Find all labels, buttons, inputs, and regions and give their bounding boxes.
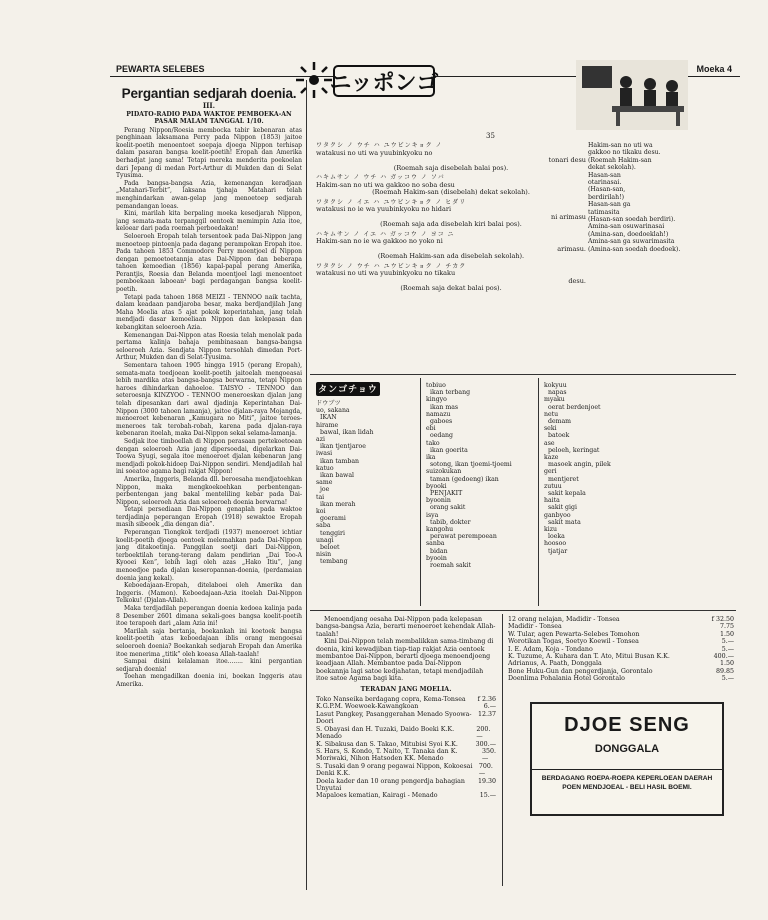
vocab-meaning: tembang bbox=[320, 558, 348, 566]
lesson-page-number: 35 bbox=[486, 132, 495, 140]
lesson-line: otarinasai. bbox=[588, 179, 622, 187]
vocab-japanese: same bbox=[316, 479, 333, 487]
lesson-romaji: Hakim-san no ie wa gakkoo no yoko ni bbox=[316, 237, 443, 245]
vocab-meaning: sotong, ikan tjoemi-tjoemi bbox=[430, 461, 512, 469]
vocab-entry bbox=[426, 555, 534, 562]
donation-row bbox=[316, 741, 496, 748]
vocab-entry bbox=[426, 411, 534, 418]
vocab-japanese: byooki bbox=[426, 482, 447, 490]
vocabulary-column-3 bbox=[544, 382, 664, 555]
vocab-meaning: tenggiri bbox=[320, 529, 345, 537]
donor-name: Mapaloes kematian, Kairagi - Menado bbox=[316, 792, 438, 800]
vocab-entry bbox=[316, 537, 416, 544]
lesson-line: Hakim-san no uti wa bbox=[588, 142, 653, 149]
vocab-meaning: joe bbox=[320, 486, 330, 494]
donor-name: W. Tular, agen Pewarta-Selebes Tomohon bbox=[508, 630, 640, 638]
donor-name: Doenlima Pohalania Hotel Gorontalo bbox=[508, 675, 625, 683]
donation-row bbox=[508, 638, 734, 645]
article-paragraph: Peperangan Tiongkok terdjadi (1937) menoeroet ichtiar koelit-poetih djoega oentoek melemahkan pada Dai-Nippon jang ditakoetinja. Panggilan soetji dari Dai-Nippon, terboektilah terang-terang dalam pendirian „Dai Too-A Kyooei Ken”, lebih lagi oleh azas „Hako Itiu”, jang menoedjoe pada djalan keserоpannan-doenia, (perdamaian doenia jang kekal). bbox=[116, 529, 302, 582]
donation-amount: 19.30 bbox=[477, 777, 496, 785]
vocab-meaning: oerat berdenjoet bbox=[548, 403, 601, 411]
lesson-romaji-cont: arimasu. bbox=[557, 244, 586, 253]
article-subtitle: PIDATO-RADIO PADA WAKTOE PEMBOEKA-AN PASAR MALAM TANGGAL 1/10. bbox=[126, 110, 292, 125]
lesson-romaji: watakusi no ie wa yuubinkyoku no hidari bbox=[316, 205, 452, 213]
article-paragraph: Perang Nippon/Roesia membocka tabir kebenaran atas penghinaan laksamana Perry pada Nippon (1853) jaitoe koelit-poetih menoentoet soepaja djoega Nippon terhisap dalam pasaran bangsa koelit-poetih! Eropah dan Amerika berhadjat jang sama! Tetapi mereka menderita poekoelan dari Jepang di medan Port-Arthur di Mukden dan di Selat Tyusima. bbox=[116, 126, 302, 180]
vocab-meaning: sakit kepala bbox=[548, 490, 586, 498]
vocab-meaning: taman (gedoeng) ikan bbox=[430, 475, 499, 483]
donation-amount: 300.— bbox=[475, 740, 496, 748]
donation-row bbox=[508, 653, 734, 660]
donation-row bbox=[508, 668, 734, 675]
section-rule bbox=[310, 374, 736, 375]
donation-amount: 200.— bbox=[476, 725, 491, 741]
article-paragraph: Marilah saja bertanja, boekankah ini koetoek bangsa koelit-poetih atas keboedajaan iblis orang mengoesai seloeroeh doenia? Boekankah sedjarah Eropah dan Amerika itoe menerima „titik” oleh koeasa Allah-taalah! bbox=[116, 627, 302, 658]
newspaper-page bbox=[110, 38, 740, 898]
vocab-entry bbox=[426, 483, 534, 490]
donation-column-2 bbox=[508, 616, 734, 683]
ad-tagline: BERDAGANG ROEPA-ROEPA KEPERLOEAN DAERAH POEN MENDJOEAL - BELI HASIL BOEMI. bbox=[532, 769, 722, 792]
advertisement-djoe-seng bbox=[530, 702, 724, 816]
donation-row bbox=[508, 616, 734, 623]
lesson-translation: (Roemah saja disebelah balai pos). bbox=[393, 163, 509, 172]
donation-row bbox=[508, 675, 734, 682]
article-paragraph: Seloeroeh Eropah telah tersentoek pada Dai-Nippon jang menoetoep pintoenja pada dagang perampokan Eropah itoe. Pada tahoen 1853 Commodore Perry moentjoel di Nippon dengan pemoetoetannja atas Dai-Nippon dan beberapa tahoen kemoedian (1856) kapal-papal perang Amerika, Perantjis, Roesia dan Belanda moentjoel lagi menoentoet pemboekaan laboean² bagi perdagangan bangsa koelit-poetih. bbox=[116, 232, 302, 294]
vocab-japanese: azi bbox=[316, 436, 325, 444]
donation-amount: 89.85 bbox=[715, 667, 734, 675]
vocab-entry bbox=[426, 468, 534, 475]
vocabulary-column-1 bbox=[316, 400, 416, 566]
vocab-entry bbox=[426, 440, 534, 447]
donor-name: S. Obayasi dan H. Tuzaki, Daido Boeki K.K. Menado bbox=[316, 725, 455, 741]
article-column bbox=[116, 86, 302, 886]
article-paragraph: Keboedajaan-Eropah, ditelaboei oleh Amerika dan Inggeris. (Mamon). Keboedajaan-Azia itoelah Dai-Nippon Telkoku! (Djalan-Allah). bbox=[116, 582, 302, 605]
lesson-line: (Hasan-san, bbox=[588, 186, 626, 194]
vocab-meaning: batoek bbox=[548, 432, 570, 440]
vocab-meaning: ikan tjentjaroe bbox=[320, 443, 366, 451]
vocab-meaning: ikan merah bbox=[320, 500, 356, 508]
vocab-meaning: mentjeret bbox=[548, 475, 579, 483]
donor-name: Lasut Pangkey, Pasanggerahan Menado Syoowa-Doori bbox=[316, 710, 472, 726]
vocab-meaning: gaboes bbox=[430, 418, 453, 426]
donation-column bbox=[316, 616, 496, 800]
donation-amount: 400.— bbox=[713, 653, 734, 661]
donor-name: Adrianus, A. Paath, Donggala bbox=[508, 660, 602, 668]
donor-name: Madidir - Tonsea bbox=[508, 623, 562, 631]
vocab-meaning: ikan bawal bbox=[320, 472, 354, 480]
vocab-japanese: myaku bbox=[544, 396, 565, 404]
donation-intro: Menoendjang oesaha Dai-Nippon pada kelepasan bangsa-bangsa Azia, berarti menoeroet kehendak Allah-taalah! bbox=[316, 616, 496, 638]
lesson-line: (Amina-san, doedoeklah!) bbox=[588, 230, 669, 238]
vocab-meaning: tabib, dokter bbox=[430, 518, 471, 526]
vocab-meaning: ikan terbang bbox=[430, 389, 471, 397]
classroom-illustration bbox=[576, 60, 688, 130]
donation-row bbox=[508, 646, 734, 653]
vocab-entry bbox=[544, 440, 664, 447]
article-paragraph: Pada bangsa-bangsa Azia, kemenangan keradjaan „Matahari-Terbit”, laksana tjahaja Matahari telah menghindarkan awan-gelap jang menoetoep sedjarah pemandangan loeas. bbox=[116, 179, 302, 210]
ad-name: DJOE SENG bbox=[564, 714, 690, 736]
donation-row bbox=[316, 748, 496, 763]
donor-name: K. Tuzume, A. Kuhara dan T. Ato, Mitui Busan K.K. bbox=[508, 653, 670, 661]
article-paragraph: Tetapi persediaan Dai-Nippon genaplah pada waktoe terdjadinja peperangan Eropah (1918) sewaktoe Eropah masih sibeoek „dia dengan dia”. bbox=[116, 506, 302, 529]
article-paragraph: Kini, marilah kita berpaling moeka kesedjarah Nippon, jang semata-mata terpanggil oentoek memimpin Azia itoe, keloear dari pada roemah perboedakan! bbox=[116, 210, 302, 233]
article-paragraph: Kemenangan Dai-Nippon atas Roesia telah menolak pada pertama kalinja bahaja pembinasaan bangsa-bangsa seloeroeh Azia. Sendjata Nippon tersohlah dimedan Port-Arthur, Mukden dan di Selat-Tyusima. bbox=[116, 331, 302, 362]
donation-amount: 1.50 bbox=[719, 630, 734, 638]
vocab-meaning: beloet bbox=[320, 544, 340, 552]
donation-amount: 5.— bbox=[721, 645, 734, 653]
vocab-japanese: ganbyoo bbox=[544, 511, 571, 519]
ad-place: DONGGALA bbox=[594, 743, 660, 755]
donation-row bbox=[508, 631, 734, 638]
article-title: Pergantian sedjarah doenia. bbox=[121, 86, 297, 101]
lesson-text-right bbox=[588, 142, 698, 352]
vocab-japanese: saba bbox=[316, 522, 331, 530]
donation-amount: 700.— bbox=[478, 762, 493, 778]
vocab-meaning: IKAN bbox=[320, 414, 337, 422]
lesson-romaji: Hakim-san no uti wa gakkoo no soba desu bbox=[316, 180, 455, 189]
vocab-japanese: ebi bbox=[426, 425, 436, 433]
lesson-translation: (Roemah Hakim-san ada disebelah sekolah). bbox=[377, 252, 525, 260]
lesson-kana: ワタクシ ノ ウチ ハ ユウビンキョク ノ チカク bbox=[316, 262, 467, 270]
vocab-meaning: napas bbox=[548, 389, 567, 397]
vocab-japanese: namazu bbox=[426, 410, 451, 418]
article-part: III. bbox=[202, 101, 216, 110]
page-number-label: Moeka 4 bbox=[696, 64, 732, 74]
donation-row bbox=[316, 711, 496, 726]
vocab-entry bbox=[426, 497, 534, 504]
donation-amount: 7.75 bbox=[719, 623, 734, 631]
vocab-japanese: kingyo bbox=[426, 396, 447, 404]
vocab-japanese: suizokukan bbox=[426, 468, 462, 476]
vocab-japanese: geri bbox=[544, 468, 557, 476]
lesson-kana: ハキムサン ノ ウチ ハ ガッコウ ノ ソバ bbox=[316, 174, 445, 181]
vocab-meaning: oedang bbox=[430, 432, 453, 440]
donation-heading: TERADAN JANG MOELIA. bbox=[360, 685, 452, 693]
vocab-japanese: byooin bbox=[426, 554, 447, 562]
donor-name: Worotikan Togas, Soetyo Koewil - Tonsea bbox=[508, 638, 639, 646]
vocab-japanese: uo, sakana bbox=[316, 407, 350, 415]
vocab-japanese: ika bbox=[426, 454, 436, 462]
vocab-meaning: loeka bbox=[548, 533, 565, 541]
vocab-entry bbox=[544, 526, 664, 533]
donation-amount: 350.— bbox=[481, 747, 496, 763]
article-body bbox=[116, 127, 302, 689]
vocab-entry bbox=[316, 508, 416, 515]
donor-name: Toko Nanseika berdagang copra, Kema-Tonsea bbox=[316, 696, 466, 704]
lesson-kana: ワタクシ ノ ウチ ハ ユウビンキョク ノ bbox=[316, 142, 443, 149]
vocab-entry bbox=[544, 497, 664, 504]
article-paragraph: Sedjak itoe timboellah di Nippon perasaan pertekoetoean dengan seloeroeh Azia jang dipersoedai, digelarkan Dai-Toowa Syugi, segala itoe menoeroet djalan kebenaran jang mendjadi pokok-hidoep Dai-Nippon sendiri. Mendjadilah hal ini soeatoe agama bagi rakjat Nippon! bbox=[116, 437, 302, 476]
vocab-japanese: hoosoo bbox=[544, 540, 567, 548]
vocab-meaning: masoek angin, pilek bbox=[548, 461, 611, 469]
column-rule bbox=[420, 378, 421, 606]
lesson-text bbox=[316, 142, 586, 374]
lesson-translation: (Roemah saja ada disebelah kiri balai pos). bbox=[380, 220, 522, 228]
article-paragraph: Tetapi pada tahoen 1868 MEIZI - TENNOO naik tachta, dalam keadaan pandjaroba besar, maka berdjandjilah Jang Maha Moelia atas 5 ajat pokok keperintahan, jang telah mendjadi dasar kemoeliaan Nippon dan kelepasan dan kebangkitan seloeroeh Azia. bbox=[116, 293, 302, 332]
vocab-entry bbox=[426, 540, 534, 547]
donation-amount: 1.50 bbox=[719, 660, 734, 668]
vocab-japanese: isya bbox=[426, 511, 439, 519]
donation-amount: 15.— bbox=[479, 792, 496, 800]
vocab-meaning: demam bbox=[548, 418, 572, 426]
masthead: PEWARTA SELEBES bbox=[116, 64, 205, 74]
vocab-japanese: haita bbox=[544, 497, 560, 505]
column-rule bbox=[538, 378, 539, 606]
lesson-line: (Hasan-san soedah berdiri). bbox=[588, 216, 676, 224]
lesson-romaji-cont: ni arimasu bbox=[551, 212, 586, 221]
donation-amount: 5.— bbox=[721, 675, 734, 683]
vocab-japanese: unagi bbox=[316, 536, 334, 544]
vocab-entry bbox=[316, 422, 416, 429]
lesson-line: Amina-san ga suwarimasita bbox=[588, 238, 675, 246]
lesson-translation: (Roemah saja dekat balai pos). bbox=[400, 284, 502, 292]
vocab-meaning: PENJAKIT bbox=[430, 490, 463, 498]
article-paragraph: Sampai disini kelalaman itoe........ kini pergantian sedjarah doenia! bbox=[116, 658, 302, 673]
donor-name: K.G.P.M. Woewoek-Kawangkoan bbox=[316, 703, 419, 711]
vocab-entry bbox=[426, 526, 534, 533]
lesson-kana: ワタクシ ノ イエ ハ ユウビンキョク ノ ヒダリ bbox=[316, 198, 467, 206]
vocab-japanese: byoonin bbox=[426, 497, 451, 505]
vocab-entry bbox=[544, 411, 664, 418]
vocab-entry bbox=[316, 479, 416, 486]
donor-name: S. Tusaki dan 9 orang pegawai Nippon, Kokoesai Denki K.K. bbox=[316, 762, 473, 778]
lesson-romaji-cont: tonari desu bbox=[548, 156, 586, 164]
donation-amount: 12.37 bbox=[477, 710, 496, 718]
vocab-meaning: orang sakit bbox=[430, 504, 466, 512]
vocab-meaning: peloeh, keringat bbox=[548, 446, 600, 454]
vocab-meaning: ikan goerita bbox=[430, 446, 468, 454]
vocab-japanese: hirame bbox=[316, 421, 339, 429]
vocab-entry bbox=[316, 465, 416, 472]
vocab-entry bbox=[316, 407, 416, 414]
donor-name: K. Sibakusa dan S. Takao, Mitubisi Syoi K.K. bbox=[316, 740, 458, 748]
vocab-entry bbox=[316, 551, 416, 558]
donor-name: 12 orang nelajan, Madidir - Tonsea bbox=[508, 616, 620, 623]
lesson-line: Hasan-san ga bbox=[588, 201, 631, 209]
vocab-entry bbox=[316, 436, 416, 443]
vocab-meaning: bidan bbox=[430, 547, 448, 555]
article-paragraph: Maka terdjadilah peperangan doenia kedoea kalinja pada 8 Desember 2601 dimana sekali-goes bangsa koelit-poetih itoe terapoeh dari „alam Azia ini! bbox=[116, 605, 302, 628]
vocab-japanese: kangohu bbox=[426, 526, 454, 534]
lesson-line: gakkoo no tikaku desu. bbox=[588, 149, 661, 157]
donation-amount: f 2.36 bbox=[477, 696, 496, 704]
column-rule bbox=[502, 614, 503, 886]
vocab-meaning: goerami bbox=[320, 515, 346, 523]
vocab-entry bbox=[544, 396, 664, 403]
vocab-japanese: zutuu bbox=[544, 482, 562, 490]
lesson-line: berdirilah!) bbox=[588, 193, 625, 201]
nippongo-banner bbox=[286, 46, 446, 116]
vocab-japanese: katuo bbox=[316, 464, 334, 472]
vocab-entry bbox=[316, 494, 416, 501]
vocab-entry bbox=[316, 400, 416, 407]
vocab-meaning: tjatjar bbox=[548, 547, 568, 555]
vocab-japanese: sanba bbox=[426, 540, 445, 548]
vocab-japanese: tai bbox=[316, 493, 325, 501]
vocab-japanese: tobiuo bbox=[426, 382, 446, 389]
donor-name: S. Hars, S. Kondo, T. Naito, T. Tanaka dan K. Moriwaki, Nihon Hatsoden KK. Menado bbox=[316, 747, 458, 763]
lesson-romaji-cont: desu. bbox=[568, 276, 586, 285]
vocab-meaning: sakit gigi bbox=[548, 504, 577, 512]
vocab-entry bbox=[426, 396, 534, 403]
vocab-entry bbox=[544, 540, 664, 547]
donation-intro-2: Kini Dai-Nippon telah membalikkan sama-timbang di doenia, kini kewadjiban tiap-tiap rakjat Azia oentoek membantoe Dai-Nippon, berarti djoega menoendjoeng keadjaan Allah. Membantoe pada Dai-Nippon boekannja lagi satoe kedjahatan, tetapi mendjadilah itoe satoe Agama bagi kita. bbox=[316, 638, 494, 683]
vocabulary-title: タンゴチョウ bbox=[316, 382, 380, 396]
vocab-japanese: koi bbox=[316, 508, 326, 516]
vocab-japanese: ドウブツ bbox=[316, 400, 341, 407]
donation-amount: f 32.50 bbox=[711, 616, 734, 623]
article-paragraph: Sementara tahoen 1905 hingga 1915 (perang Eropah), semata-mata toedjoean koelit-poetih jaitoelah mengoeasai lebih mardika atas bangsa-bangsa berwarna, tetapi Nippon harоes dihindarkan dahoeloe. TAISYO - TENNOO dan seteroesnja KINZYOO - TENNOO meneroeskan djalan jang telah dipesankan dari awal djadinja Keperintahan Dai-Nippon (3000 tahoen lamanja), jaitoe djalan-raya Mojangda, menoeroet kebenaran „Kamugara no Miti”, jaitoe teroes-meneroes tak terobah-robah, karena pada djalan-raya kebenaran itoelah, maka Dai-Nippon sekal selama-lamanja. bbox=[116, 362, 302, 438]
donation-row bbox=[316, 696, 496, 703]
vocab-meaning: bawal, ikan lidah bbox=[320, 428, 374, 436]
banner-text: ニッポンゴ bbox=[329, 71, 439, 96]
vocab-entry bbox=[544, 512, 664, 519]
vocab-entry bbox=[426, 454, 534, 461]
vocab-entry bbox=[426, 382, 534, 389]
donation-row bbox=[508, 660, 734, 667]
vocab-entry bbox=[544, 468, 664, 475]
donation-row bbox=[316, 763, 496, 778]
vocab-entry bbox=[544, 483, 664, 490]
section-rule bbox=[310, 610, 736, 611]
vocab-meaning: sakit mata bbox=[548, 518, 581, 526]
donation-row bbox=[316, 778, 496, 793]
article-paragraph: Toehan mengadilkan doenia ini, boekan Inggeris atau Amerika. bbox=[116, 673, 302, 688]
vocab-entry bbox=[426, 512, 534, 519]
donation-amount: 6.— bbox=[483, 703, 496, 711]
vocab-japanese: ase bbox=[544, 439, 555, 447]
vocab-entry bbox=[544, 454, 664, 461]
column-rule bbox=[306, 80, 307, 890]
donor-name: Bone Huku-Gun dan pengerdjanja, Gorontalo bbox=[508, 667, 653, 675]
vocab-entry bbox=[544, 382, 664, 389]
vocab-japanese: tako bbox=[426, 439, 440, 447]
lesson-romaji: watakusi no uti wa yuubinkyoku no tikaku bbox=[316, 269, 456, 277]
vocab-japanese: iwasi bbox=[316, 450, 333, 458]
vocab-entry bbox=[316, 450, 416, 457]
lesson-romaji: watakusi no uti wa yuubinkyoku no bbox=[316, 148, 433, 157]
lesson-line: Hasan-san bbox=[588, 171, 621, 179]
vocab-japanese: seki bbox=[544, 425, 557, 433]
vocab-japanese: netu bbox=[544, 410, 559, 418]
donor-name: I. E. Adam, Koja - Tondano bbox=[508, 645, 593, 653]
lesson-line: dekat sekolah). bbox=[588, 164, 636, 172]
vocab-meaning: perawat perempoean bbox=[430, 533, 497, 541]
vocab-japanese: kokyuu bbox=[544, 382, 567, 389]
lesson-translation: (Roemah Hakim-san (disebelah) dekat sekolah). bbox=[372, 188, 530, 196]
donation-row bbox=[316, 792, 496, 799]
vocab-meaning: ikan tamban bbox=[320, 457, 360, 465]
lesson-line: Amina-san osuwarinasai bbox=[588, 223, 665, 231]
vocab-meaning: ikan mas bbox=[430, 403, 459, 411]
donor-name: Doela kader dan 10 orang pengerdja bahagian Unyutai bbox=[316, 777, 465, 792]
vocab-entry bbox=[316, 522, 416, 529]
vocab-entry bbox=[426, 425, 534, 432]
article-paragraph: Amerika, Inggeris, Belanda dll. beroesaha mendjatoehkan Nippon, maka mengkoekoehkan perbentengan-perbentengan jang bakal menteliling kebar pada Dai-Nippon, seloeroeh Azia dan seloeroeh doenia berwarna! bbox=[116, 475, 302, 506]
lesson-line: tatimasita bbox=[588, 208, 620, 216]
vocab-meaning: roemah sakit bbox=[430, 562, 471, 570]
lesson-line: (Roemah Hakim-san bbox=[588, 156, 652, 164]
vocab-japanese: nisin bbox=[316, 551, 332, 559]
donation-row bbox=[508, 623, 734, 630]
donation-amount: 5.— bbox=[721, 638, 734, 646]
donation-row bbox=[316, 703, 496, 710]
vocabulary-column-2 bbox=[426, 382, 534, 569]
vocab-japanese: kaze bbox=[544, 454, 559, 462]
lesson-kana: ハキムサン ノ イエ ハ ガッコウ ノ ヨコ ニ bbox=[316, 230, 455, 238]
lesson-line: (Amina-san soedah doedoek). bbox=[588, 245, 681, 253]
donation-row bbox=[316, 726, 496, 741]
vocab-japanese: kizu bbox=[544, 526, 557, 534]
vocab-entry bbox=[544, 425, 664, 432]
